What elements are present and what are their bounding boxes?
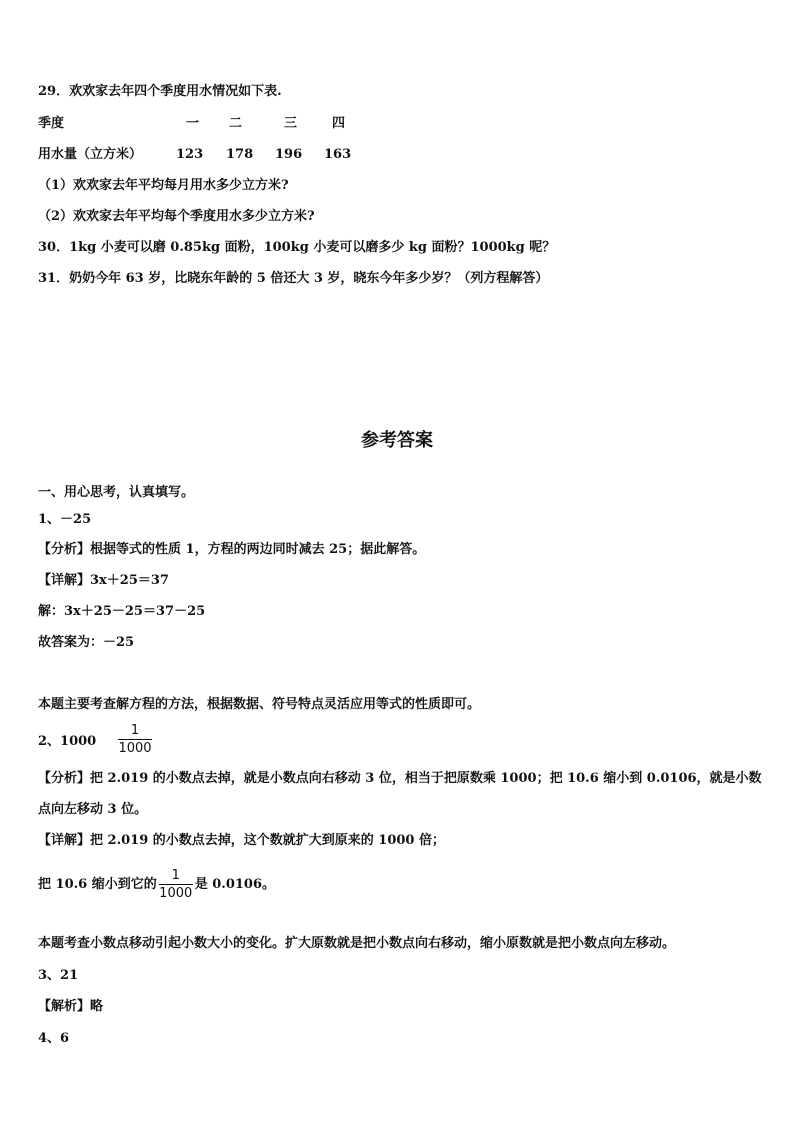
fraction-denominator: 1000 <box>159 886 193 901</box>
answer-1: 1、－25 <box>38 512 92 527</box>
answer-1-result: 故答案为：－25 <box>38 635 135 650</box>
answer-3-analysis: 【解析】略 <box>38 999 104 1014</box>
fraction-numerator: 1 <box>171 868 180 883</box>
answer-2-fraction <box>118 723 152 756</box>
table-header-label: 季度 <box>38 116 65 131</box>
answers-title: 参考答案 <box>361 430 433 451</box>
answer-2: 2、1000 <box>38 734 97 749</box>
table-header-cell: 四 <box>332 116 346 131</box>
answer-2-note: 本题考查小数点移动引起小数大小的变化。扩大原数就是把小数点向右移动，缩小原数就是把小数点向左移动。 <box>38 936 676 951</box>
detail-line2-suffix: 是 0.0106。 <box>194 877 275 892</box>
answer-1-note: 本题主要考查解方程的方法，根据数据、符号特点灵活应用等式的性质即可。 <box>38 697 481 712</box>
table-cell: 163 <box>324 147 352 162</box>
answer-1-step: 解：3x＋25－25＝37－25 <box>38 604 206 619</box>
answer-4: 4、6 <box>38 1031 70 1046</box>
fraction-bar <box>159 884 193 885</box>
table-row-label: 用水量（立方米） <box>38 147 143 162</box>
question-30: 30．1kg 小麦可以磨 0.85kg 面粉，100kg 小麦可以磨多少 kg 面粉？1000kg 呢？ <box>38 240 556 255</box>
question-31: 31．奶奶今年 63 岁，比晓东年龄的 5 倍还大 3 岁，晓东今年多少岁？（列方程解答） <box>38 271 549 286</box>
fraction-denominator: 1000 <box>118 741 152 756</box>
answer-3: 3、21 <box>38 968 79 983</box>
table-header-cell: 二 <box>229 116 243 131</box>
answer-2-analysis: 【分析】把 2.019 的小数点去掉，就是小数点向右移动 3 位，相当于把原数乘 1000；把 10.6 缩小到 0.0106，就是小数 <box>38 771 762 786</box>
table-cell: 123 <box>176 147 204 162</box>
fraction-numerator: 1 <box>130 723 140 738</box>
table-cell: 196 <box>275 147 303 162</box>
question-29-stem: 29．欢欢家去年四个季度用水情况如下表. <box>38 84 282 99</box>
question-29-sub-1: （1）欢欢家去年平均每月用水多少立方米? <box>38 178 289 193</box>
answer-1-analysis: 【分析】根据等式的性质 1，方程的两边同时减去 25；据此解答。 <box>38 542 426 557</box>
table-header-cell: 三 <box>284 116 298 131</box>
fraction-bar <box>118 739 152 740</box>
answer-2-detail-line2 <box>38 868 275 901</box>
answer-2-detail: 【详解】把 2.019 的小数点去掉，这个数就扩大到原来的 1000 倍； <box>38 833 445 848</box>
section-heading: 一、用心思考，认真填写。 <box>38 485 195 500</box>
answer-1-detail: 【详解】3x＋25＝37 <box>38 573 169 588</box>
question-29-sub-2: （2）欢欢家去年平均每个季度用水多少立方米? <box>38 209 315 224</box>
table-header-cell: 一 <box>186 116 200 131</box>
table-cell: 178 <box>226 147 254 162</box>
answer-2-analysis-cont: 点向左移动 3 位。 <box>38 802 148 817</box>
answer-2-inline-fraction <box>159 868 193 901</box>
detail-line2-prefix: 把 10.6 缩小到它的 <box>38 877 157 892</box>
